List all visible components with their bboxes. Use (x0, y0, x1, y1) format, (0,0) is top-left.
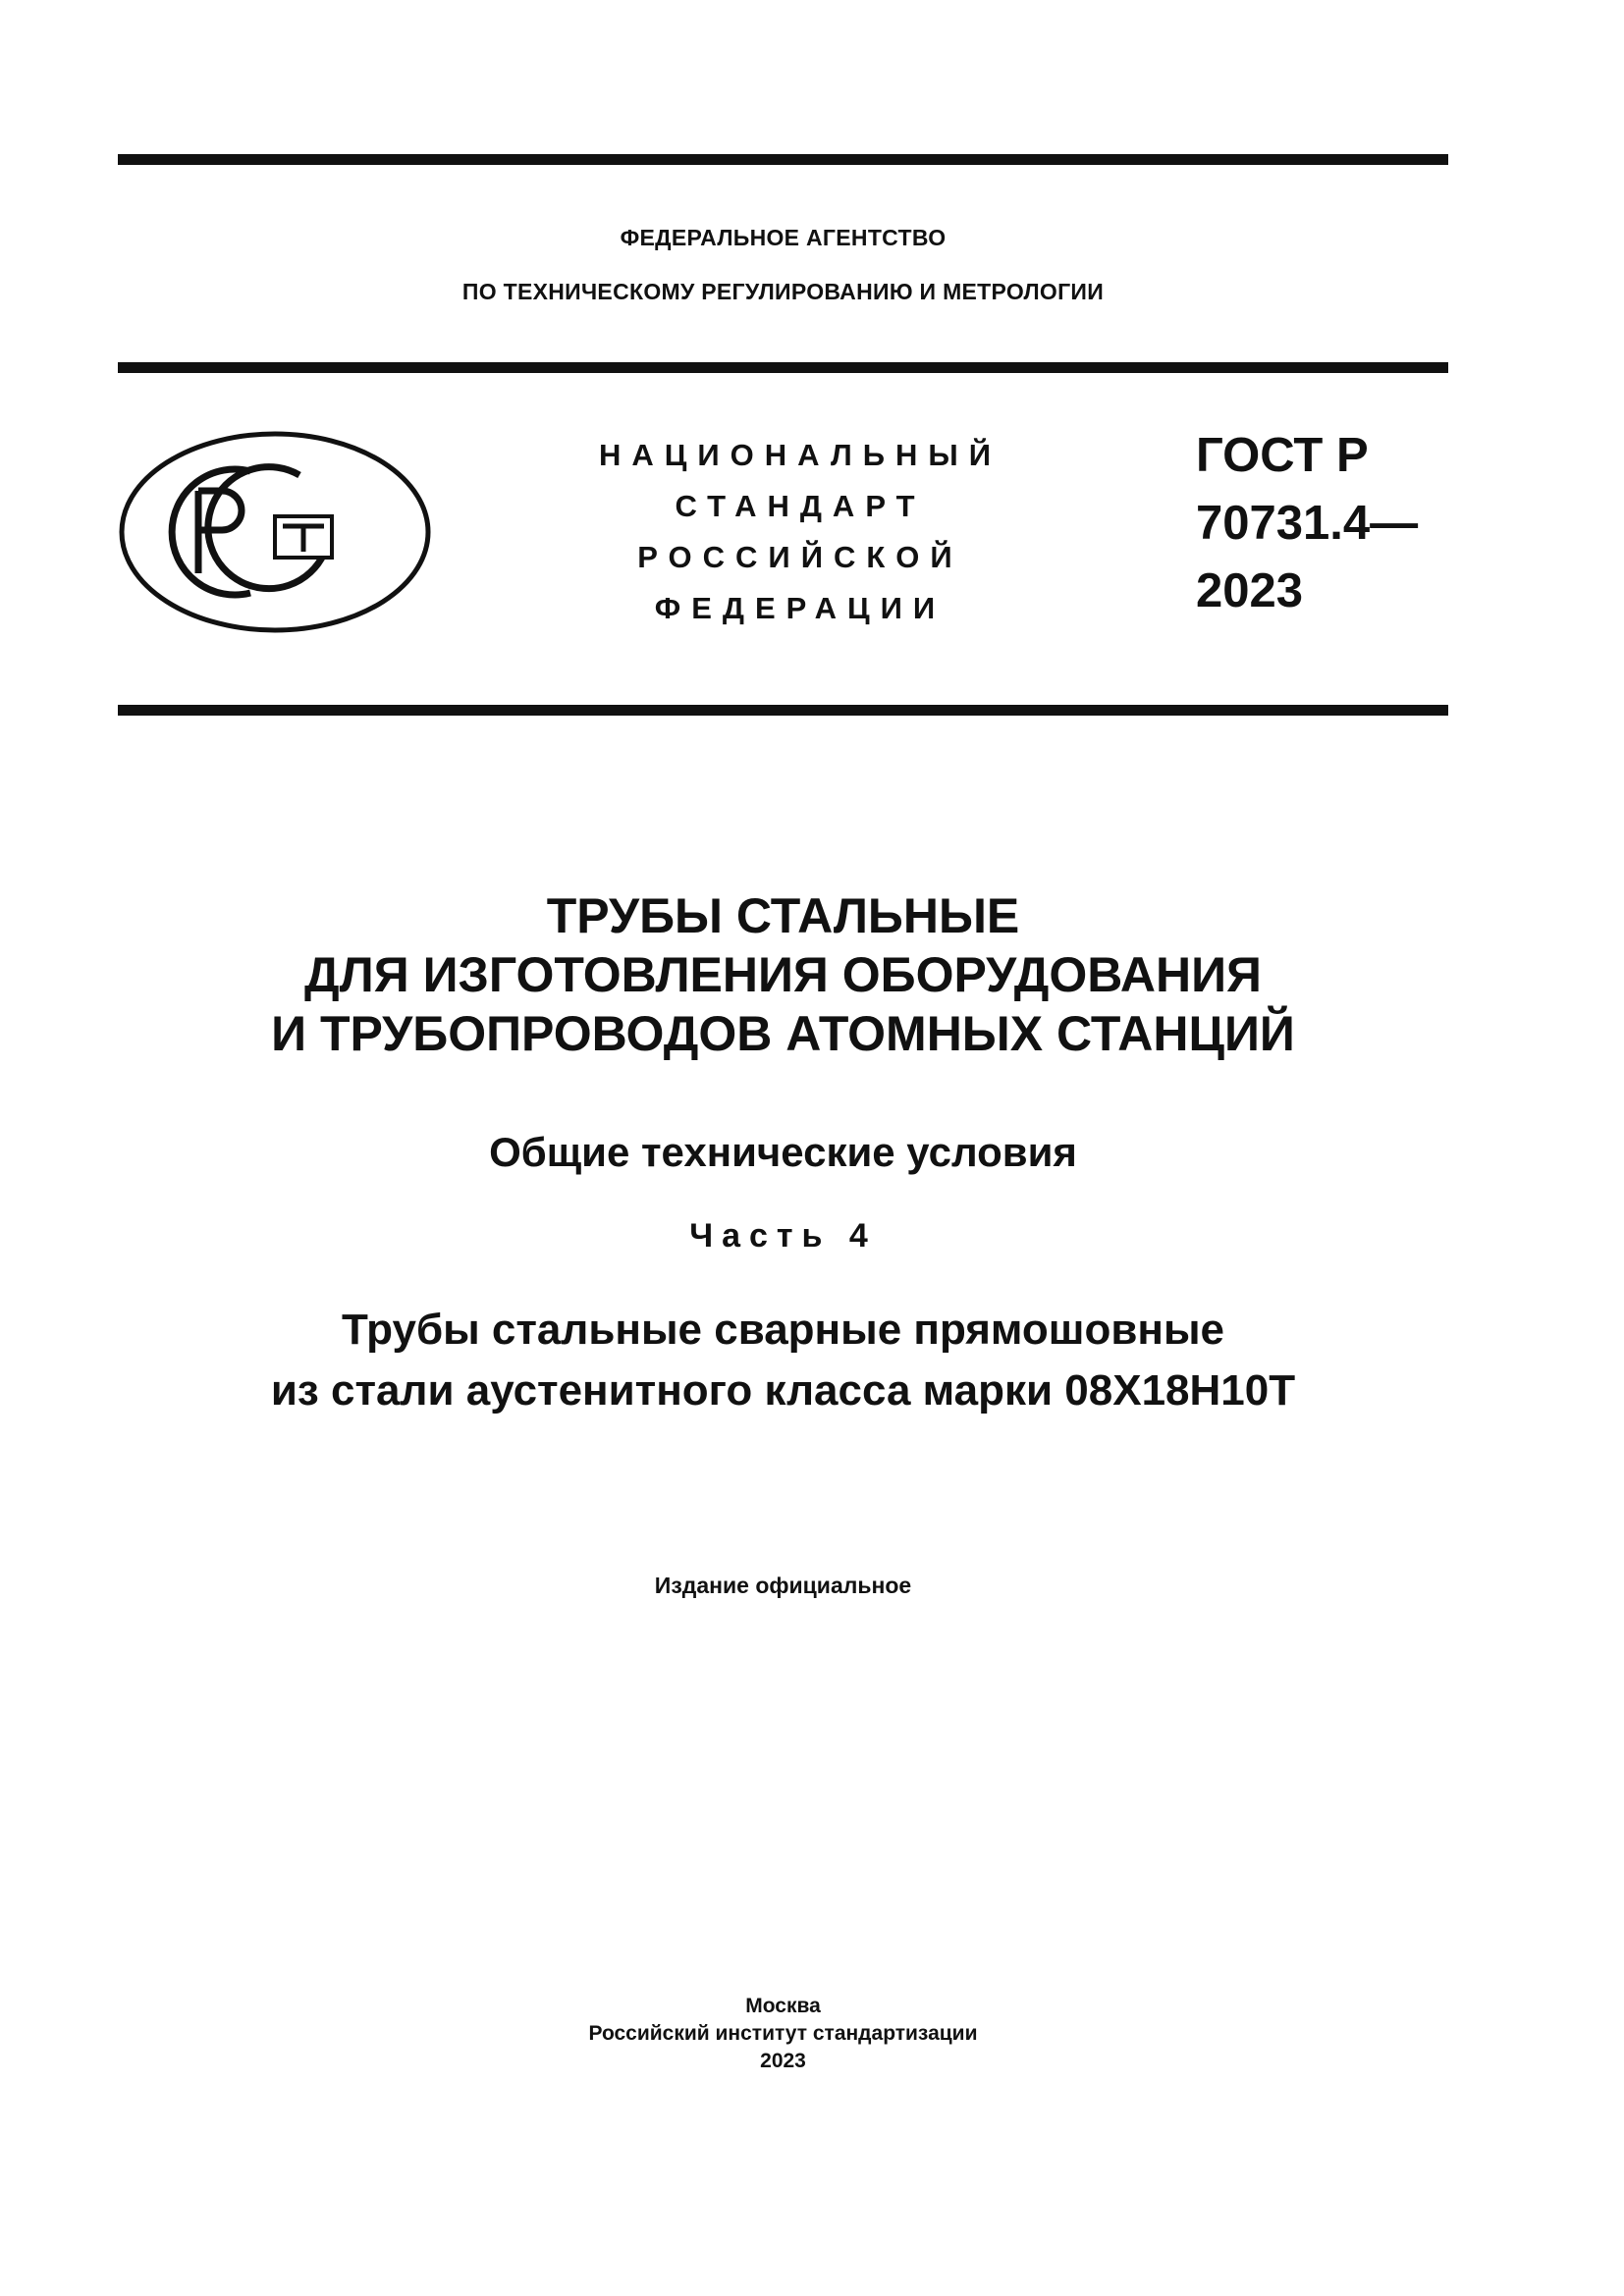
document-title-line-1: ТРУБЫ СТАЛЬНЫЕ (546, 888, 1020, 943)
document-title-line-3: И ТРУБОПРОВОДОВ АТОМНЫХ СТАНЦИЙ (271, 1006, 1295, 1061)
imprint-publisher: Российский институт стандартизации (588, 2022, 978, 2045)
imprint-year: 2023 (760, 2050, 806, 2072)
part-title-line-2: из стали аустенитного класса марки 08Х18Н10Т (270, 1366, 1296, 1415)
standard-kind-line-1: НАЦИОНАЛЬНЫЙ (598, 438, 1002, 472)
document-subtitle: Общие технические условия (489, 1129, 1077, 1175)
designation-line-1: ГОСТ Р (1196, 429, 1369, 482)
header-rule (118, 362, 1448, 373)
edition-note: Издание официальное (654, 1573, 912, 1598)
standard-kind-line-2: СТАНДАРТ (675, 489, 926, 523)
imprint-city: Москва (745, 1995, 821, 2017)
part-number: Часть 4 (689, 1217, 877, 1255)
agency-line-2: ПО ТЕХНИЧЕСКОМУ РЕГУЛИРОВАНИЮ И МЕТРОЛОГИИ (461, 279, 1105, 304)
header-bottom-rule (118, 705, 1448, 716)
part-title-line-1: Трубы стальные сварные прямошовные (341, 1306, 1225, 1354)
top-rule (118, 154, 1448, 165)
standard-kind-line-3: РОССИЙСКОЙ (637, 540, 963, 574)
designation-line-3: 2023 (1196, 564, 1304, 617)
designation-line-2: 70731.4— (1196, 497, 1419, 550)
agency-line-1: ФЕДЕРАЛЬНОЕ АГЕНТСТВО (620, 225, 947, 250)
rst-certification-mark-icon (118, 430, 432, 634)
standard-kind-line-4: ФЕДЕРАЦИИ (654, 591, 947, 625)
document-title-line-2: ДЛЯ ИЗГОТОВЛЕНИЯ ОБОРУДОВАНИЯ (304, 947, 1262, 1002)
